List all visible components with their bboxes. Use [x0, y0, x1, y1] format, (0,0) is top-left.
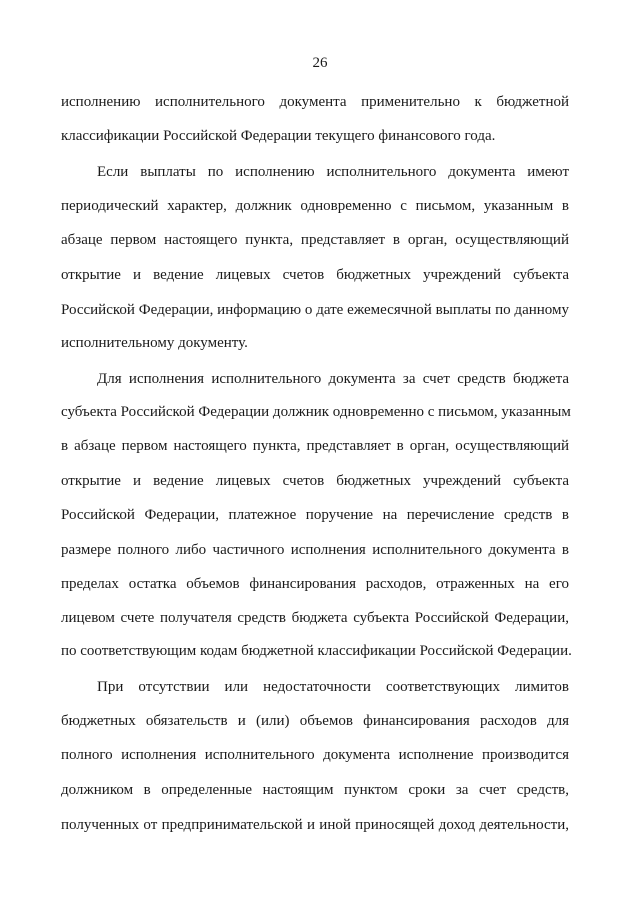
text-line: пределах остатка объемов финансирования расходов, отраженных на его	[61, 576, 569, 592]
text-line: полученных от предпринимательской и иной приносящей доход деятельности,	[61, 817, 569, 833]
text-line: исполнительному документу.	[61, 335, 248, 351]
text-line: Российской Федерации, информацию о дате ежемесячной выплаты по данному	[61, 302, 569, 318]
text-line: открытие и ведение лицевых счетов бюджетных учреждений субъекта	[61, 473, 569, 489]
text-line: При отсутствии или недостаточности соответствующих лимитов	[97, 679, 569, 695]
text-line: классификации Российской Федерации текущего финансового года.	[61, 128, 496, 144]
text-line: размере полного либо частичного исполнения исполнительного документа в	[61, 542, 569, 558]
text-line: полного исполнения исполнительного документа исполнение производится	[61, 747, 569, 763]
page-number: 26	[312, 55, 328, 71]
text-line: бюджетных обязательств и (или) объемов финансирования расходов для	[61, 713, 569, 729]
text-line: исполнению исполнительного документа применительно к бюджетной	[61, 94, 569, 110]
text-line: субъекта Российской Федерации должник одновременно с письмом, указанным	[61, 404, 571, 420]
text-line: открытие и ведение лицевых счетов бюджетных учреждений субъекта	[61, 267, 569, 283]
text-line: Российской Федерации, платежное поручение на перечисление средств в	[61, 507, 569, 523]
text-line: должником в определенные настоящим пунктом сроки за счет средств,	[61, 782, 569, 798]
text-line: по соответствующим кодам бюджетной классификации Российской Федерации.	[61, 643, 572, 659]
text-line: периодический характер, должник одновременно с письмом, указанным в	[61, 198, 569, 214]
text-line: абзаце первом настоящего пункта, представляет в орган, осуществляющий	[61, 232, 569, 248]
text-line: Для исполнения исполнительного документа за счет средств бюджета	[97, 371, 569, 387]
text-line: Если выплаты по исполнению исполнительного документа имеют	[97, 164, 569, 180]
text-line: в абзаце первом настоящего пункта, представляет в орган, осуществляющий	[61, 438, 569, 454]
text-line: лицевом счете получателя средств бюджета субъекта Российской Федерации,	[61, 610, 569, 626]
